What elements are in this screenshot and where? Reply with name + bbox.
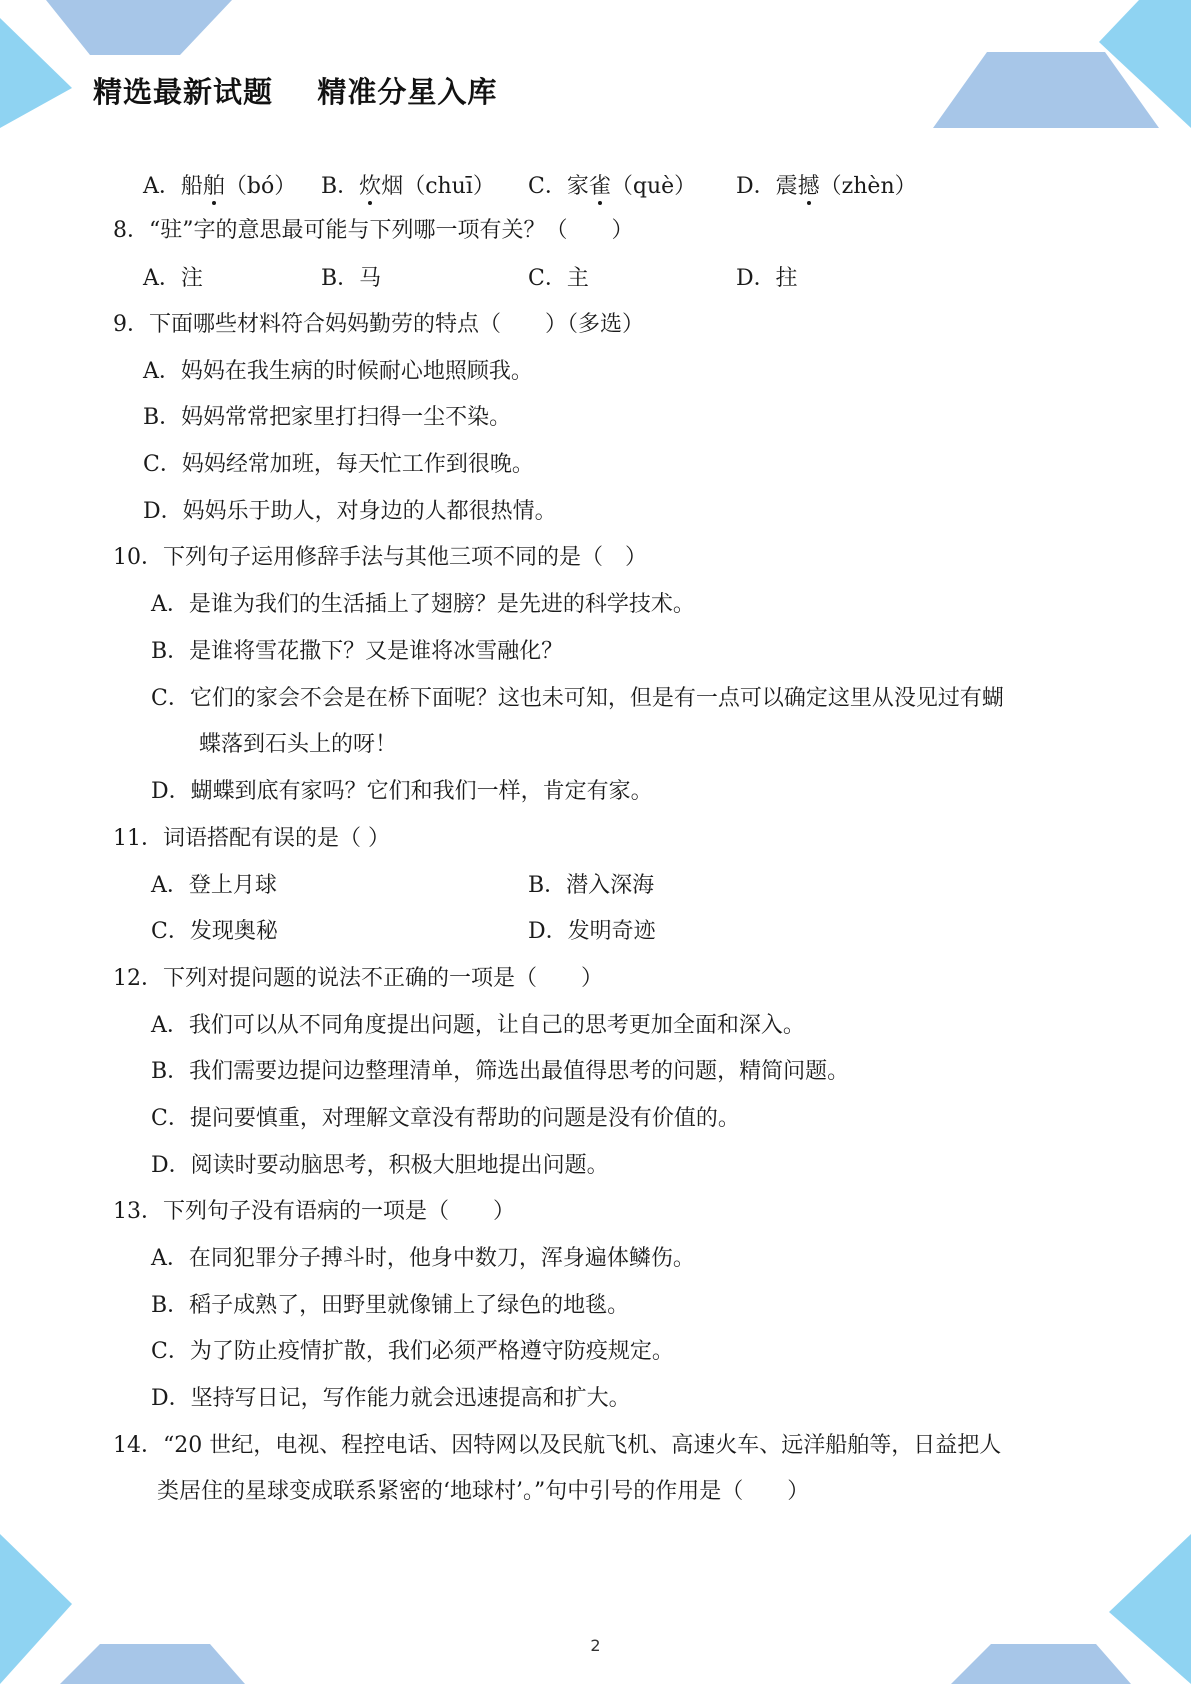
option: A．在同犯罪分子搏斗时，他身中数刀，浑身遍体鳞伤。 [151,1246,695,1271]
question-10-stem: 10．下列句子运用修辞手法与其他三项不同的是（ ） [113,545,647,570]
question-9-stem: 9．下面哪些材料符合妈妈勤劳的特点（ ）（多选） [113,312,644,337]
question-13-stem: 13．下列句子没有语病的一项是（ ） [113,1199,515,1224]
option: C．妈妈经常加班，每天忙工作到很晚。 [143,452,534,477]
option: B．是谁将雪花撒下？又是谁将冰雪融化？ [151,639,564,664]
question-12-stem: 12．下列对提问题的说法不正确的一项是（ ） [113,966,603,991]
option: C．主 [528,266,589,291]
bottom-left-corner-decoration [0,1534,260,1684]
bottom-right-corner-decoration [931,1534,1191,1684]
option: D．拄 [736,266,798,291]
option: B．稻子成熟了，田野里就像铺上了绿色的地毯。 [151,1293,630,1318]
option-continuation: 蝶落到石头上的呀！ [199,732,398,757]
option: D．妈妈乐于助人，对身边的人都很热情。 [143,499,557,524]
option: A．是谁为我们的生活插上了翅膀？是先进的科学技术。 [151,592,695,617]
question-14-stem-continuation: 类居住的星球变成联系紧密的‘地球村’。”句中引号的作用是（ ） [157,1479,810,1504]
option: B．我们需要边提问边整理清单，筛选出最值得思考的问题，精简问题。 [151,1059,850,1084]
option: C．提问要慎重，对理解文章没有帮助的问题是没有价值的。 [151,1106,740,1131]
option: D．发明奇迹 [528,919,656,944]
question-11-stem: 11．词语搭配有误的是（ ） [113,826,390,851]
option: D．蝴蝶到底有家吗？它们和我们一样，肯定有家。 [151,779,653,804]
question-8-stem: 8．“驻”字的意思最可能与下列哪一项有关？（ ） [113,218,634,243]
option: D．坚持写日记，写作能力就会迅速提高和扩大。 [151,1386,631,1411]
option: C．发现奥秘 [151,919,278,944]
header-title: 精选最新试题 精准分星入库 [93,75,498,109]
option: A．船舶（bó） [143,172,296,202]
option: C．为了防止疫情扩散，我们必须严格遵守防疫规定。 [151,1339,674,1364]
option: A．注 [143,266,203,291]
option: D．阅读时要动脑思考，积极大胆地提出问题。 [151,1153,609,1178]
option: B．潜入深海 [528,873,655,898]
option: C．它们的家会不会是在桥下面呢？这也未可知，但是有一点可以确定这里从没见过有蝴 [151,686,1004,711]
option: C．家雀（què） [528,172,696,202]
top-right-corner-decoration [921,0,1191,130]
option: A．登上月球 [151,873,277,898]
option: B．炊烟（chuī） [321,172,495,202]
option: D．震撼（zhèn） [736,172,917,202]
page-number: 2 [590,1636,601,1655]
option: B．妈妈常常把家里打扫得一尘不染。 [143,405,512,430]
option: B．马 [321,266,382,291]
option: A．我们可以从不同角度提出问题，让自己的思考更加全面和深入。 [151,1013,805,1038]
option: A．妈妈在我生病的时候耐心地照顾我。 [143,359,533,384]
question-14-stem: 14．“20 世纪，电视、程控电话、因特网以及民航飞机、高速火车、远洋船舶等，日益把人 [113,1433,1002,1458]
